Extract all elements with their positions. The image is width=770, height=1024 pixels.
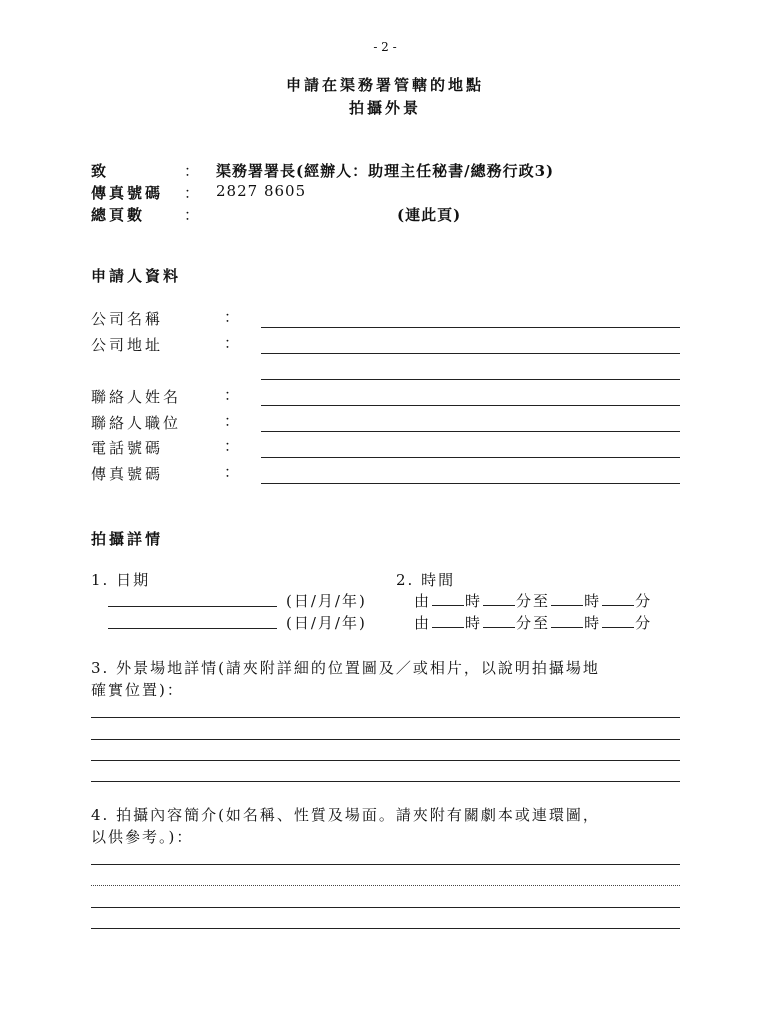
- time-to: 至: [533, 592, 551, 610]
- location-text-line1: 3. 外景場地詳情(請夾附詳細的位置圖及／或相片，以說明拍攝場地: [91, 659, 600, 677]
- location-line-1[interactable]: [91, 717, 680, 718]
- start-hour-field-2[interactable]: [432, 613, 464, 628]
- hour-unit-2: 時: [584, 614, 602, 632]
- start-hour-field[interactable]: [432, 591, 464, 606]
- pages-label: 總頁數: [91, 206, 146, 224]
- date-format-2: (日/月/年): [286, 614, 367, 632]
- start-minute-field-2[interactable]: [483, 613, 515, 628]
- end-hour-field[interactable]: [551, 591, 583, 606]
- hour-unit: 時: [465, 614, 483, 632]
- date-heading: 1. 日期: [91, 571, 151, 589]
- end-hour-field-2[interactable]: [551, 613, 583, 628]
- company-address-field[interactable]: [261, 353, 680, 354]
- to-value: 渠務署署長(經辦人：助理主任秘書/總務行政3): [216, 162, 555, 180]
- location-line-2[interactable]: [91, 739, 680, 740]
- to-colon: ：: [184, 162, 200, 180]
- minute-unit-2: 分: [635, 614, 653, 632]
- contact-position-field[interactable]: [261, 431, 680, 432]
- time-heading: 2. 時間: [396, 571, 456, 589]
- contact-name-field[interactable]: [261, 405, 680, 406]
- contact-name-colon: ：: [224, 386, 240, 404]
- start-minute-field[interactable]: [483, 591, 515, 606]
- company-name-label: 公司名稱: [91, 310, 164, 328]
- pages-colon: ：: [184, 206, 200, 224]
- details-heading: 拍攝詳情: [91, 530, 164, 548]
- company-address-label: 公司地址: [91, 336, 164, 354]
- fax-label: 傳真號碼: [91, 184, 164, 202]
- form-title: 申請在渠務署管轄的地點: [285, 76, 484, 94]
- phone-label: 電話號碼: [91, 439, 164, 457]
- content-line-4[interactable]: [91, 928, 680, 929]
- time-from: 由: [414, 592, 432, 610]
- contact-position-label: 聯絡人職位: [91, 414, 182, 432]
- pages-note: (連此頁): [397, 206, 462, 224]
- page-number: - 2 -: [373, 40, 397, 54]
- time-from: 由: [414, 614, 432, 632]
- company-name-colon: ：: [224, 308, 240, 326]
- minute-unit: 分: [516, 614, 534, 632]
- minute-unit-2: 分: [635, 592, 653, 610]
- contact-position-colon: ：: [224, 412, 240, 430]
- content-line-2[interactable]: [91, 885, 680, 886]
- time-to: 至: [533, 614, 551, 632]
- phone-colon: ：: [224, 437, 240, 455]
- content-text-line2: 以供參考。)：: [91, 828, 194, 846]
- content-line-3[interactable]: [91, 907, 680, 908]
- date-field-1[interactable]: [108, 606, 277, 607]
- end-minute-field-2[interactable]: [602, 613, 634, 628]
- end-minute-field[interactable]: [602, 591, 634, 606]
- contact-name-label: 聯絡人姓名: [91, 388, 182, 406]
- minute-unit: 分: [516, 592, 534, 610]
- fax-colon: ：: [184, 184, 200, 202]
- time-row-2: [414, 612, 652, 633]
- fax-value: 2827 8605: [216, 182, 307, 200]
- location-line-3[interactable]: [91, 760, 680, 761]
- location-line-4[interactable]: [91, 781, 680, 782]
- date-field-2[interactable]: [108, 628, 277, 629]
- fax-number-colon: ：: [224, 463, 240, 481]
- fax-number-field[interactable]: [261, 483, 680, 484]
- company-address-colon: ：: [224, 334, 240, 352]
- content-text-line1: 4. 拍攝內容簡介(如名稱、性質及場面。請夾附有關劇本或連環圖，: [91, 806, 600, 824]
- hour-unit-2: 時: [584, 592, 602, 610]
- location-text-line2: 確實位置)：: [91, 681, 184, 699]
- hour-unit: 時: [465, 592, 483, 610]
- fax-number-label: 傳真號碼: [91, 465, 164, 483]
- to-label: 致: [91, 162, 110, 180]
- form-subtitle: 拍攝外景: [348, 99, 421, 117]
- date-format-1: (日/月/年): [286, 592, 367, 610]
- applicant-heading: 申請人資料: [91, 267, 182, 285]
- time-row-1: [414, 590, 652, 611]
- phone-field[interactable]: [261, 457, 680, 458]
- content-line-1[interactable]: [91, 864, 680, 865]
- company-address-field-2[interactable]: [261, 379, 680, 380]
- company-name-field[interactable]: [261, 327, 680, 328]
